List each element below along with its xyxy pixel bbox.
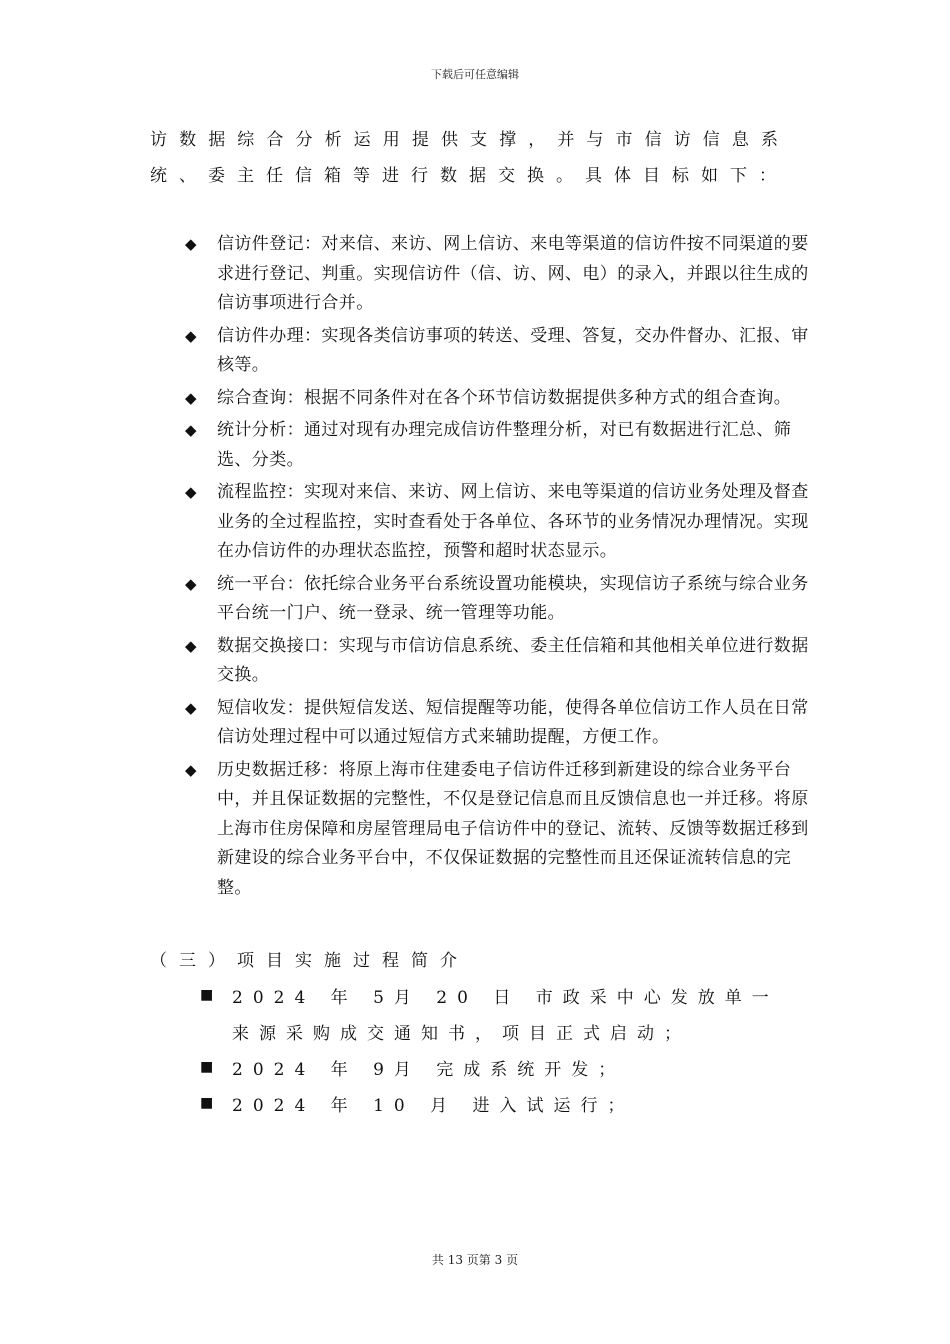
timeline-item [200,1052,800,1088]
list-item-text: 综合查询：根据不同条件对在各个环节信访数据提供多种方式的组合查询。 [217,387,792,408]
list-item-text: 短信收发：提供短信发送、短信提醒等功能，使得各单位信访工作人员在日常信访处理过程中可以通过短信方式来辅助提醒，方便工作。 [217,697,809,747]
square-icon: ■ [200,987,214,1003]
timeline-item-text: 2024 年 10 月 进入试运行； [232,1096,635,1116]
list-item [185,384,815,414]
list-item-text: 统计分析：通过对现有办理完成信访件整理分析，对已有数据进行汇总、筛选、分类。 [217,420,792,470]
list-item [185,756,815,904]
list-item [185,322,815,381]
list-item [185,694,815,753]
diamond-icon: ◆ [185,235,197,253]
diamond-icon: ◆ [185,421,197,439]
timeline-item [200,1088,800,1124]
timeline-item-text: 2024 年 9月 完成系统开发； [232,1060,626,1080]
list-item [185,416,815,475]
timeline-item [200,980,800,1052]
list-item-text: 统一平台：依托综合业务平台系统设置功能模块，实现信访子系统与综合业务平台统一门户、统一登录、统一管理等功能。 [217,573,809,623]
diamond-icon: ◆ [185,483,197,501]
diamond-icon: ◆ [185,760,197,779]
section-heading: （三）项目实施过程简介 [150,951,469,971]
page-footer: 共 13 页第 3 页 [431,1253,519,1267]
timeline-item-text: 2024 年 5月 20 日 市政采中心发放单一来源采购成交通知书，项目正式启动； [232,988,779,1044]
diamond-icon: ◆ [185,636,197,655]
diamond-icon: ◆ [185,698,197,717]
list-item [185,478,815,567]
list-item-text: 信访件登记：对来信、来访、网上信访、来电等渠道的信访件按不同渠道的要求进行登记、判重。实现信访件（信、访、网、电）的录入，并跟以往生成的信访事项进行合并。 [217,234,809,313]
objectives-list [185,230,815,906]
intro-paragraph: 访数据综合分析运用提供支撑，并与市信访信息系统、委主任信箱等进行数据交换。具体目标如下： [150,130,790,186]
square-icon: ■ [200,1059,214,1075]
list-item [185,230,815,319]
list-item-text: 流程监控：实现对来信、来访、网上信访、来电等渠道的信访业务处理及督查业务的全过程监控，实时查看处于各单位、各环节的业务情况办理情况。实现在办信访件的办理状态监控，预警和超时状态显示。 [217,482,809,561]
timeline-list [200,980,800,1124]
square-icon: ■ [200,1095,214,1111]
diamond-icon: ◆ [185,326,197,345]
diamond-icon: ◆ [185,574,197,593]
diamond-icon: ◆ [185,388,197,407]
list-item-text: 信访件办理：实现各类信访事项的转送、受理、答复，交办件督办、汇报、审核等。 [217,325,809,375]
list-item [185,632,815,691]
list-item [185,570,815,629]
page-header: 下载后可任意编辑 [431,68,519,81]
list-item-text: 历史数据迁移：将原上海市住建委电子信访件迁移到新建设的综合业务平台中，并且保证数据的完整性，不仅是登记信息而且反馈信息也一并迁移。将原上海市住房保障和房屋管理局电子信访件中的登记、流转、反馈等数据迁移到新建设的综合业务平台中，不仅保证数据的完整性而且还保证流转信息的完整。 [217,759,809,898]
list-item-text: 数据交换接口：实现与市信访信息系统、委主任信箱和其他相关单位进行数据交换。 [217,635,809,685]
